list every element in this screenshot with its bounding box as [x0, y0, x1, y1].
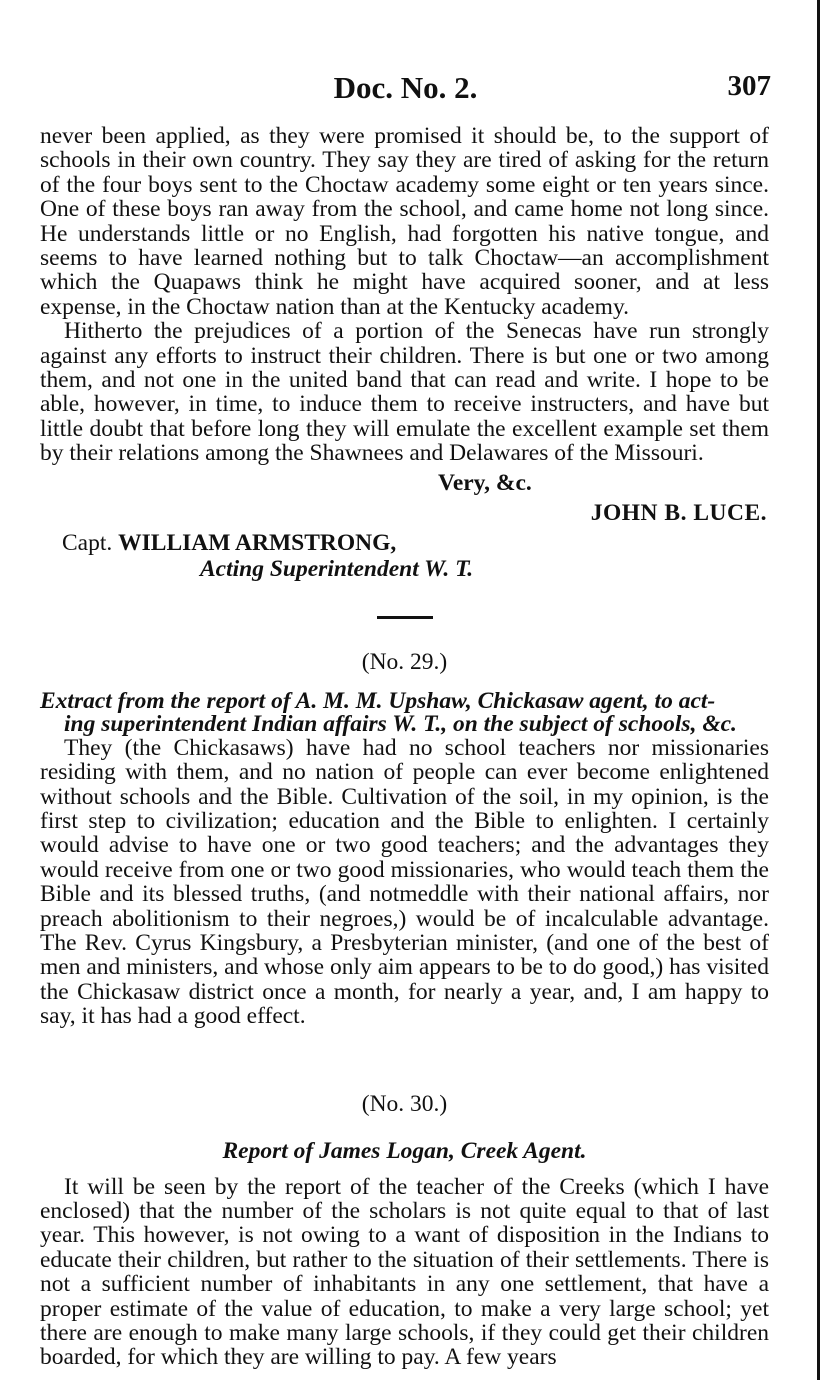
addressee-role: Acting Superintendent W. T. [200, 555, 474, 582]
closing-salutation: Very, &c. [438, 469, 532, 496]
section-30-number: (No. 30.) [361, 1090, 448, 1117]
letter-paragraph-1: never been applied, as they were promised it should be, to the support of schools in their own country. They say they are tired of asking for the return of the four boys sent to the Choctaw academy some eight or ten years since. One of these boys ran away from the school, and came home not long since. He understands little or no English, had forgotten his native tongue, and seems to have learned nothing but to talk Choctaw—an accomplishment which the Quapaws think he might have acquired sooner, and at less expense, in the Choctaw nation than at the Kentucky academy. [40, 123, 769, 320]
addressee-block [40, 530, 769, 582]
letter-closing [40, 469, 769, 526]
addressee-name: WILLIAM ARMSTRONG, [118, 529, 397, 556]
page-body [40, 124, 769, 1370]
addressee-prefix: Capt. [62, 529, 113, 556]
page-number: 307 [727, 70, 771, 102]
document-title: Doc. No. 2. [333, 70, 478, 105]
letter-paragraph-2: Hitherto the prejudices of a portion of the Senecas have run strongly against any efforts to instruct their children. There is but one or two among them, and not one in the united band that can read and write. I hope to be able, however, in time, to induce them to receive instructers, and have but little doubt that before long they will emulate the excellent example set them by their relations among the Shawnees and Delawares of the Missouri. [40, 318, 769, 467]
section-29-title-line-1: Extract from the report of A. M. M. Upshaw, Chickasaw agent, to act- [40, 687, 716, 714]
section-divider [377, 616, 433, 619]
section-30-title: Report of James Logan, Creek Agent. [222, 1137, 587, 1164]
section-29-paragraph: They (the Chickasaws) have had no school teachers nor missionaries residing with them, and no nation of people can ever become enlightened without schools and the Bible. Cultivation of the soil, in my opinion, is the first step to civilization; education and the Bible to enlighten. I certainly would advise to have one or two good teachers; and the advantages they would receive from one or two good missionaries, who would teach them the Bible and its blessed truths, (and notmeddle with their national affairs, nor preach abolitionism to their negroes,) would be of incalculable advantage. The Rev. Cyrus Kingsbury, a Presbyterian minister, (and one of the best of men and ministers, and whose only aim appears to be to do good,) has visited the Chickasaw district once a month, for nearly a year, and, I am happy to say, it has had a good effect. [40, 734, 769, 1030]
section-29-title-line-2: ing superintendent Indian affairs W. T., on the subject of schools, &c. [64, 710, 737, 737]
page-header [40, 70, 771, 114]
signature: JOHN B. LUCE. [590, 499, 767, 526]
section-30-paragraph: It will be seen by the report of the teacher of the Creeks (which I have enclosed) that the number of the scholars is not quite equal to that of last year. This however, is not owing to a want of disposition in the Indians to educate their children, but rather to the situation of their settlements. There is not a sufficient number of inhabitants in any one settlement, that have a proper estimate of the value of education, to make a very large school; yet there are enough to make many large schools, if they could get their children boarded, for which they are willing to pay. A few years [40, 1173, 769, 1371]
section-spacer [40, 1029, 769, 1091]
section-29-number: (No. 29.) [361, 648, 448, 675]
section-29-title [40, 687, 769, 737]
